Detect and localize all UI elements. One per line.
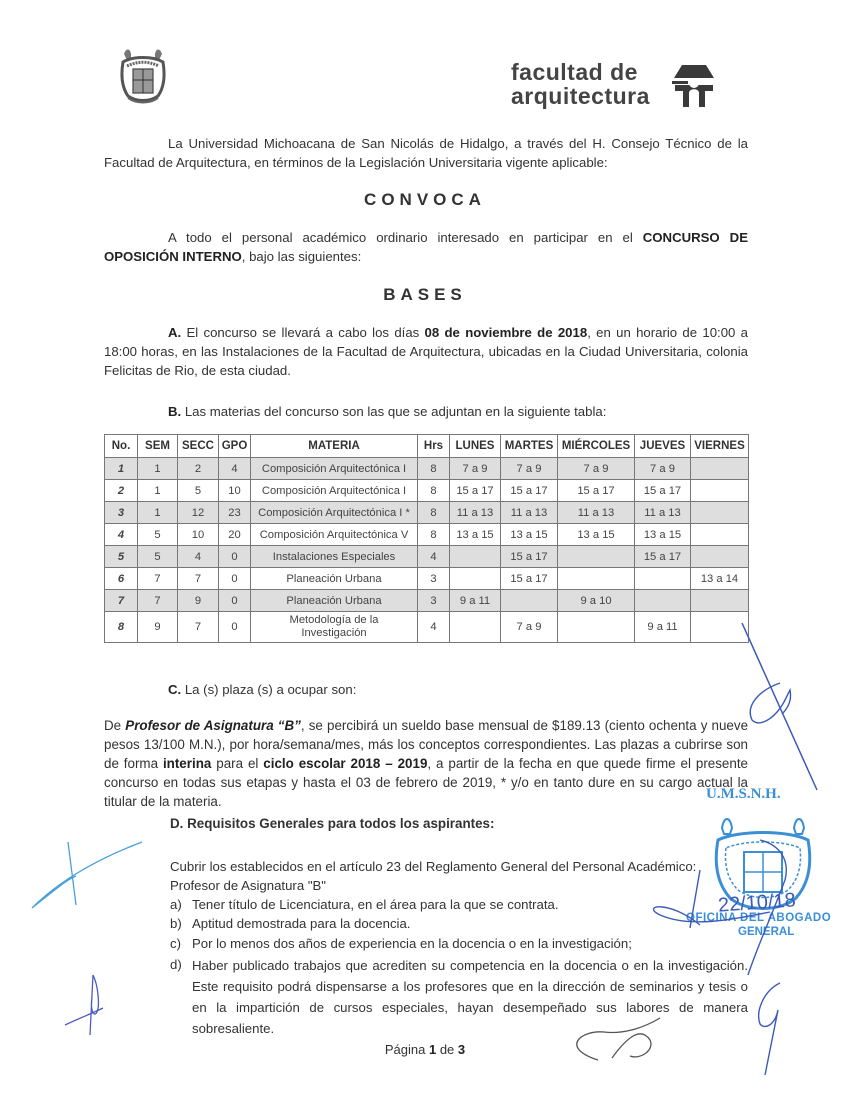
plaza-text-2: , se percibirá un sueldo base mensual de $189.13 (ciento ochenta y nueve pesos 13/100 M.N.), por hora/semana/mes, más los conceptos correspondientes. Las plazas a cubrirse son de forma (104, 718, 749, 771)
table-cell: 13 a 14 (691, 568, 749, 590)
table-cell: 8 (418, 502, 450, 524)
contest-name: CONCURSO DE OPOSICIÓN INTERNO (104, 230, 748, 264)
row-number-cell: 5 (105, 546, 138, 568)
table-cell: 13 a 15 (501, 524, 558, 546)
page-label: Página (384, 1042, 429, 1057)
table-cell: 13 a 15 (450, 524, 501, 546)
row-number-cell: 4 (105, 524, 138, 546)
section-c-text: La (s) plaza (s) a ocupar son: (181, 682, 357, 697)
subject-cell: Planeación Urbana (251, 590, 418, 612)
requirement-text: Haber publicado trabajos que acrediten su competencia en la docencia o en la investigación. Este requisito podrá dispensarse a los profesores que en la dirección de seminarios y tesis o en la impartición de cursos especiales, hayan desempeñado sus labores de manera sobresaliente. (192, 958, 748, 1036)
plaza-text-3: para el (211, 756, 264, 771)
page-of: de (436, 1042, 458, 1057)
plaza-type: Profesor de Asignatura “B” (125, 718, 301, 733)
section-d-heading: D. Requisitos Generales para todos los aspirantes: (170, 816, 495, 831)
table-cell: 15 a 17 (501, 480, 558, 502)
table-cell: 11 a 13 (501, 502, 558, 524)
plaza-text-1: De (104, 718, 126, 733)
logo-line-1: facultad de (511, 59, 638, 85)
signature-diagonal-icon (742, 623, 817, 790)
current-page: 1 (428, 1042, 437, 1057)
stamp-top-text: U.M.S.N.H. (706, 786, 781, 802)
row-number-cell: 3 (105, 502, 138, 524)
row-number-cell: 7 (105, 590, 138, 612)
column-header: VIERNES (691, 435, 749, 458)
table-cell: 8 (418, 458, 450, 480)
subject-cell: Composición Arquitectónica I (251, 480, 418, 502)
table-cell: 13 a 15 (558, 524, 635, 546)
requirement-mark: c) (170, 936, 181, 951)
table-cell: 7 (138, 568, 178, 590)
table-cell: 12 (178, 502, 219, 524)
column-header: MARTES (501, 435, 558, 458)
table-cell: 23 (219, 502, 251, 524)
section-d-intro-line-2: Profesor de Asignatura "B" (170, 878, 326, 893)
table-cell: 9 (178, 590, 219, 612)
contest-date: 08 de noviembre de 2018 (424, 325, 588, 340)
table-cell: 9 a 10 (558, 590, 635, 612)
total-pages: 3 (457, 1042, 466, 1057)
table-cell: 1 (138, 502, 178, 524)
table-cell: 7 a 9 (450, 458, 501, 480)
section-a-label: A. (168, 325, 182, 340)
table-cell: 15 a 17 (635, 546, 691, 568)
table-cell: 20 (219, 524, 251, 546)
subject-cell: Composición Arquitectónica I (251, 458, 418, 480)
requirement-text: Aptitud demostrada para la docencia. (192, 916, 411, 931)
table-cell: 0 (219, 568, 251, 590)
section-c-label: C. (168, 682, 182, 697)
subject-cell: Planeación Urbana (251, 568, 418, 590)
section-a-pre: El concurso se llevará a cabo los días (181, 325, 425, 340)
logo-line-2: arquitectura (511, 83, 650, 109)
convoca-heading: CONVOCA (364, 190, 486, 209)
table-cell: 15 a 17 (450, 480, 501, 502)
column-header: Hrs (418, 435, 450, 458)
requirement-mark: d) (170, 957, 182, 972)
plaza-interina: interina (162, 756, 212, 771)
column-header: MIÉRCOLES (558, 435, 635, 458)
table-cell: 0 (219, 590, 251, 612)
row-number-cell: 1 (105, 458, 138, 480)
column-header: No. (105, 435, 138, 458)
table-cell: 5 (138, 546, 178, 568)
table-cell: 7 (178, 612, 219, 643)
table-cell: 10 (219, 480, 251, 502)
table-cell: 7 a 9 (501, 458, 558, 480)
table-cell: 8 (418, 524, 450, 546)
table-cell: 9 a 11 (635, 612, 691, 643)
table-cell: 1 (138, 458, 178, 480)
requirement-text: Tener título de Licenciatura, en el área para la que se contrata. (192, 897, 559, 912)
section-a-post: , en un horario de 10:00 a 18:00 horas, en las Instalaciones de la Facultad de Arquitectura, ubicadas en la Ciudad Universitaria, colonia Felicitas de Rio, de esta ciudad. (104, 325, 749, 378)
table-cell: 7 (178, 568, 219, 590)
table-cell: 15 a 17 (558, 480, 635, 502)
stamp-bottom-text-2: GENERAL (738, 926, 795, 938)
table-cell: 11 a 13 (558, 502, 635, 524)
table-cell: 8 (418, 480, 450, 502)
table-cell: 7 a 9 (558, 458, 635, 480)
table-cell: 4 (178, 546, 219, 568)
initials-bottom-center-icon (577, 1018, 660, 1060)
column-header: SECC (178, 435, 219, 458)
requirement-mark: b) (170, 916, 182, 931)
table-cell: 7 a 9 (501, 612, 558, 643)
column-header: LUNES (450, 435, 501, 458)
table-cell: 15 a 17 (635, 480, 691, 502)
initials-left-top-icon (32, 842, 142, 908)
section-d-intro-line-1: Cubrir los establecidos en el artículo 23 del Reglamento General del Personal Académico: (170, 859, 697, 874)
table-cell: 15 a 17 (501, 546, 558, 568)
table-cell: 11 a 13 (635, 502, 691, 524)
column-header: JUEVES (635, 435, 691, 458)
table-cell: 4 (418, 546, 450, 568)
subject-cell: Composición Arquitectónica V (251, 524, 418, 546)
initials-left-bottom-icon (65, 975, 103, 1035)
table-cell: 15 a 17 (501, 568, 558, 590)
section-b-label: B. (168, 404, 182, 419)
section-b-text: Las materias del concurso son las que se adjuntan en la siguiente tabla: (181, 404, 607, 419)
stamp-date: 22/10/18 (717, 889, 797, 917)
column-header: MATERIA (251, 435, 418, 458)
plaza-ciclo: ciclo escolar 2018 – 2019 (263, 756, 428, 771)
stamp-bottom-text-1: OFICINA DEL ABOGADO (686, 912, 832, 924)
row-number-cell: 8 (105, 612, 138, 643)
table-cell: 13 a 15 (635, 524, 691, 546)
table-cell: 1 (138, 480, 178, 502)
row-number-cell: 2 (105, 480, 138, 502)
table-cell: 0 (219, 612, 251, 643)
table-cell: 4 (219, 458, 251, 480)
row-number-cell: 6 (105, 568, 138, 590)
intro-paragraph: La Universidad Michoacana de San Nicolás de Hidalgo, a través del H. Consejo Técnico de la Facultad de Arquitectura, en términos de la Legislación Universitaria vigente aplicable: (104, 136, 748, 170)
table-cell: 10 (178, 524, 219, 546)
table-cell: 0 (219, 546, 251, 568)
initials-bottom-right-icon (759, 983, 780, 1075)
requirement-text: Por lo menos dos años de experiencia en la docencia o en la investigación; (192, 936, 632, 951)
table-cell: 2 (178, 458, 219, 480)
column-header: GPO (219, 435, 251, 458)
table-cell: 5 (138, 524, 178, 546)
table-cell: 7 a 9 (635, 458, 691, 480)
subject-cell: Metodología de la Investigación (251, 612, 418, 643)
column-header: SEM (138, 435, 178, 458)
subject-cell: Composición Arquitectónica I * (251, 502, 418, 524)
plaza-text-4: , a partir de la fecha en que quede firme el presente concurso en todas sus etapas y hasta el 03 de febrero de 2019, * y/o en tanto dure en su cargo actual la titular de la materia. (104, 756, 748, 809)
table-cell: 9 (138, 612, 178, 643)
table-cell: 4 (418, 612, 450, 643)
convoca-text-post: , bajo las siguientes: (241, 249, 362, 264)
requirement-mark: a) (170, 897, 182, 912)
table-cell: 5 (178, 480, 219, 502)
table-cell: 9 a 11 (450, 590, 501, 612)
subject-cell: Instalaciones Especiales (251, 546, 418, 568)
table-cell: 3 (418, 568, 450, 590)
table-cell: 3 (418, 590, 450, 612)
table-cell: 7 (138, 590, 178, 612)
table-cell: 11 a 13 (450, 502, 501, 524)
bases-heading: BASES (383, 285, 467, 304)
convoca-text-pre: A todo el personal académico ordinario interesado en participar en el (168, 230, 643, 245)
signature-stamp-overlay-icon (654, 840, 787, 975)
